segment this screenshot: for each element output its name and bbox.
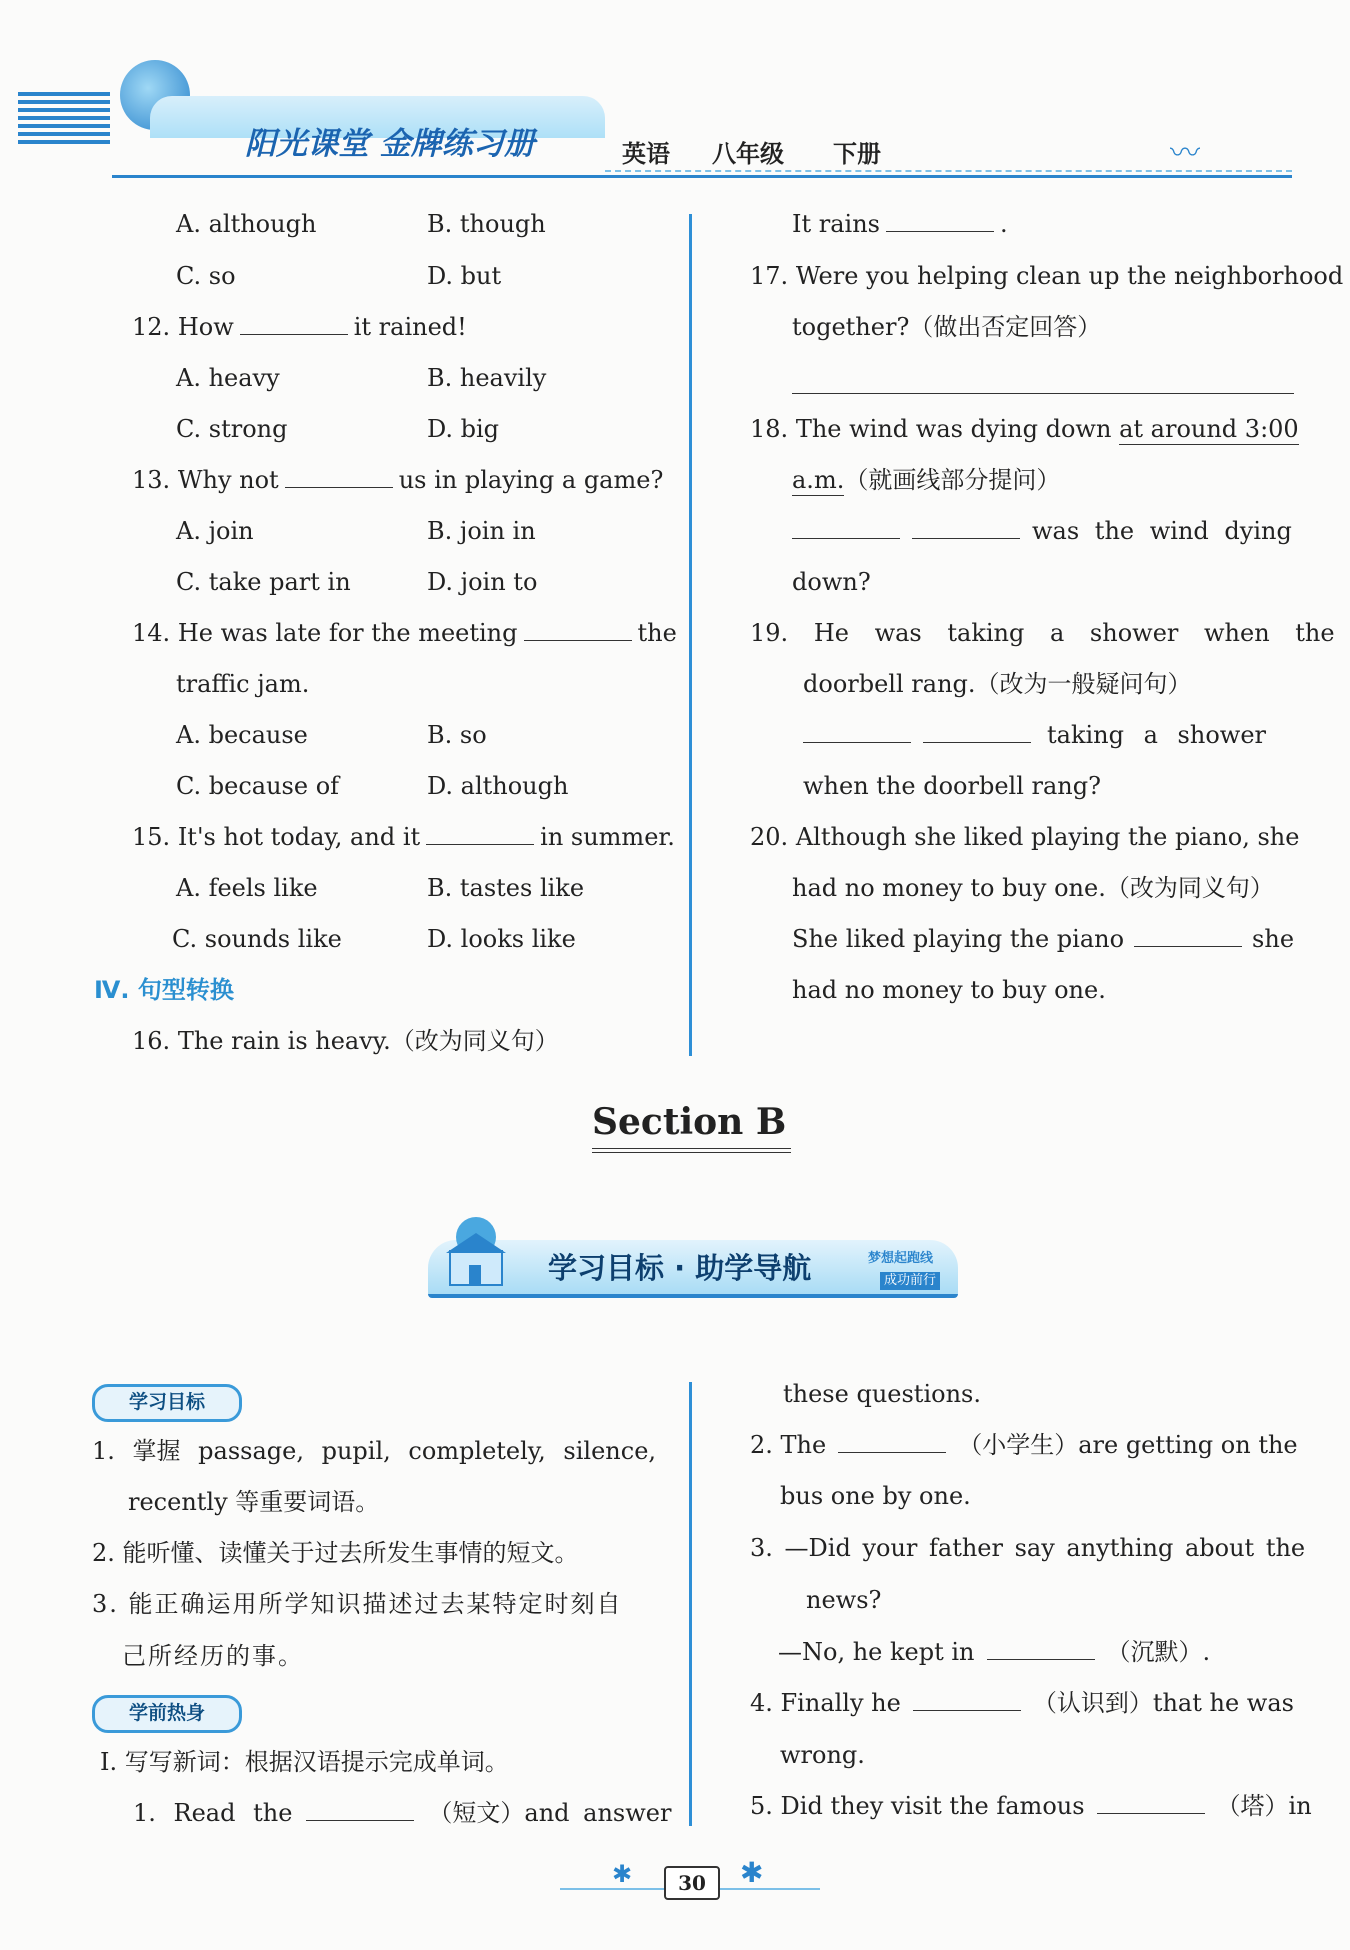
- q19-line2: doorbell rang.（改为一般疑问句）: [803, 670, 1192, 698]
- w1-line2: these questions.: [783, 1380, 981, 1408]
- q20-line1: [750, 821, 1299, 853]
- q18-blank-1[interactable]: [792, 516, 900, 539]
- q18-blank-2[interactable]: [912, 516, 1020, 539]
- q14-number: 14.: [132, 619, 171, 647]
- q16-answer-pre: It rains: [792, 210, 880, 238]
- q12-line: [132, 311, 467, 343]
- q17-line1: [750, 260, 1343, 292]
- q17-line2: together?（做出否定回答）: [792, 313, 1102, 341]
- q19-text1: He was taking a shower when the: [813, 619, 1335, 647]
- q13-option-a: A. join: [176, 517, 254, 545]
- warmup-badge: 学前热身: [92, 1695, 242, 1733]
- w3-blank[interactable]: [987, 1637, 1095, 1660]
- q20-number: 20.: [750, 823, 789, 851]
- w1-blank[interactable]: [306, 1798, 414, 1821]
- w4-line2: wrong.: [780, 1741, 865, 1769]
- w4-line: [750, 1687, 1294, 1719]
- q17-answer-line[interactable]: [792, 393, 1294, 394]
- q17-number: 17.: [750, 262, 789, 290]
- q20-blank[interactable]: [1134, 924, 1242, 947]
- w3-line1: 3. —Did your father say anything about the: [750, 1534, 1306, 1562]
- w3-line2: news?: [806, 1586, 882, 1614]
- q14-option-c: C. because of: [176, 772, 340, 800]
- q14-pre: He was late for the meeting: [177, 619, 518, 647]
- q12-option-b: B. heavily: [427, 364, 547, 392]
- q15-post: in summer.: [540, 823, 675, 851]
- w4-blank[interactable]: [913, 1688, 1021, 1711]
- q13-option-d: D. join to: [427, 568, 538, 596]
- q17-text1: Were you helping clean up the neighborhood: [795, 262, 1344, 290]
- q13-number: 13.: [132, 466, 171, 494]
- w5-pre: 5. Did they visit the famous: [750, 1792, 1085, 1820]
- q13-blank[interactable]: [285, 465, 393, 488]
- q14-blank[interactable]: [524, 618, 632, 641]
- q12-option-d: D. big: [427, 415, 500, 443]
- w5-line: [750, 1790, 1312, 1822]
- q12-post: it rained!: [353, 313, 467, 341]
- q13-pre: Why not: [177, 466, 279, 494]
- section-4-heading: Ⅳ. 句型转换: [94, 976, 234, 1004]
- header-grade: 八年级: [712, 140, 784, 168]
- header-series-title: 阳光课堂 金牌练习册: [245, 126, 535, 162]
- section-b-banner-title: 学习目标 · 助学导航: [548, 1251, 812, 1285]
- w2-hint: （小学生）are getting on the: [958, 1431, 1298, 1459]
- q15-option-d: D. looks like: [427, 925, 576, 953]
- palm-tree-icon-left: ✱: [612, 1860, 633, 1888]
- q14-post: the: [637, 619, 677, 647]
- house-icon: [436, 1215, 516, 1290]
- w1-line: [133, 1797, 671, 1829]
- q16-answer: [792, 208, 1008, 240]
- goal-1-line1: 1. 掌握 passage, pupil, completely, silence,: [92, 1437, 657, 1465]
- section-b-banner-side-2: 成功前行: [880, 1272, 940, 1290]
- w5-hint: （塔）in: [1216, 1792, 1312, 1820]
- w4-hint: （认识到）that he was: [1032, 1689, 1294, 1717]
- goal-3-line2: 己所经历的事。: [122, 1642, 304, 1670]
- warmup-section-1: Ⅰ. 写写新词：根据汉语提示完成单词。: [100, 1748, 509, 1776]
- w2-pre: 2. The: [750, 1431, 827, 1459]
- q12-pre: How: [177, 313, 234, 341]
- q12-blank[interactable]: [240, 312, 348, 335]
- q20-answer-post: she: [1252, 925, 1295, 953]
- section-b-rule: [592, 1148, 791, 1153]
- q15-blank[interactable]: [426, 822, 534, 845]
- q16-answer-post: .: [999, 210, 1008, 238]
- goal-3-line1: 3. 能正确运用所学知识描述过去某特定时刻自: [92, 1590, 623, 1618]
- q11-option-d: D. but: [427, 262, 502, 290]
- q11-option-a: A. although: [176, 210, 317, 238]
- header-volume: 下册: [833, 140, 881, 168]
- column-divider-top: [689, 214, 692, 1056]
- q15-line: [132, 821, 675, 853]
- q16-text: The rain is heavy.（改为同义句）: [177, 1027, 559, 1055]
- q15-option-c: C. sounds like: [172, 925, 342, 953]
- goals-badge: 学习目标: [92, 1384, 242, 1422]
- q16-line: [132, 1025, 559, 1057]
- q13-option-b: B. join in: [427, 517, 536, 545]
- w5-blank[interactable]: [1097, 1791, 1205, 1814]
- q19-answer: [803, 719, 1266, 751]
- page-number: 30: [664, 1866, 720, 1900]
- seagull-icon: 〰: [1170, 136, 1200, 171]
- q19-answer-post: taking a shower: [1047, 721, 1266, 749]
- q14-line: [132, 617, 677, 649]
- w3-hint: （沉默）.: [1106, 1638, 1211, 1666]
- q11-option-b: B. though: [427, 210, 546, 238]
- w3-line3: [778, 1636, 1210, 1668]
- q18-tail: （就画线部分提问）: [844, 466, 1061, 494]
- q18-pre: The wind was dying down: [795, 415, 1112, 443]
- q12-number: 12.: [132, 313, 171, 341]
- section-b-banner-side-1: 梦想起跑线: [868, 1251, 934, 1266]
- w2-blank[interactable]: [838, 1430, 946, 1453]
- q19-line4: when the doorbell rang?: [803, 772, 1101, 800]
- goal-1-line2: recently 等重要词语。: [128, 1488, 380, 1516]
- q19-line1: [750, 617, 1335, 649]
- w2-line2: bus one by one.: [780, 1482, 971, 1510]
- q20-line4: had no money to buy one.: [792, 976, 1106, 1004]
- q18-underlined-2: a.m.: [792, 466, 845, 494]
- w1-pre: 1. Read the: [133, 1799, 293, 1827]
- q18-line4: down?: [792, 568, 871, 596]
- q16-number: 16.: [132, 1027, 171, 1055]
- q16-blank[interactable]: [886, 209, 994, 232]
- q20-text1: Although she liked playing the piano, she: [795, 823, 1300, 851]
- q14-option-a: A. because: [176, 721, 308, 749]
- section-b-title: Section B: [592, 1101, 787, 1143]
- q19-number: 19.: [750, 619, 789, 647]
- w1-hint: （短文）and answer: [428, 1799, 672, 1827]
- q13-line: [132, 464, 663, 496]
- q14-line2: traffic jam.: [176, 670, 310, 698]
- q18-answer: [792, 515, 1292, 547]
- q13-option-c: C. take part in: [176, 568, 351, 596]
- w3-pre: —No, he kept in: [778, 1638, 975, 1666]
- q20-answer-pre: She liked playing the piano: [792, 925, 1125, 953]
- q18-underlined: at around 3:00: [1119, 415, 1299, 443]
- q19-blank-2[interactable]: [923, 720, 1031, 743]
- q15-option-b: B. tastes like: [427, 874, 585, 902]
- q20-line2: had no money to buy one.（改为同义句）: [792, 874, 1274, 902]
- header-subject: 英语: [622, 140, 670, 168]
- header-rule: [112, 175, 1292, 178]
- header-stripes: [18, 92, 110, 144]
- q14-option-b: B. so: [427, 721, 487, 749]
- q18-line2: [792, 464, 1060, 496]
- q12-option-a: A. heavy: [176, 364, 280, 392]
- q12-option-c: C. strong: [176, 415, 288, 443]
- q20-answer: [792, 923, 1294, 955]
- q18-number: 18.: [750, 415, 789, 443]
- q18-line1: [750, 413, 1299, 445]
- q14-option-d: D. although: [427, 772, 569, 800]
- goal-2: 2. 能听懂、读懂关于过去所发生事情的短文。: [92, 1539, 579, 1567]
- palm-tree-icon-right: ✱: [740, 1856, 764, 1889]
- q15-number: 15.: [132, 823, 171, 851]
- q15-pre: It's hot today, and it: [177, 823, 421, 851]
- column-divider-bottom: [689, 1382, 692, 1826]
- w2-line: [750, 1429, 1298, 1461]
- q18-answer-post: was the wind dying: [1032, 517, 1292, 545]
- w4-pre: 4. Finally he: [750, 1689, 901, 1717]
- q11-option-c: C. so: [176, 262, 236, 290]
- q19-blank-1[interactable]: [803, 720, 911, 743]
- q13-post: us in playing a game?: [398, 466, 664, 494]
- q15-option-a: A. feels like: [176, 874, 318, 902]
